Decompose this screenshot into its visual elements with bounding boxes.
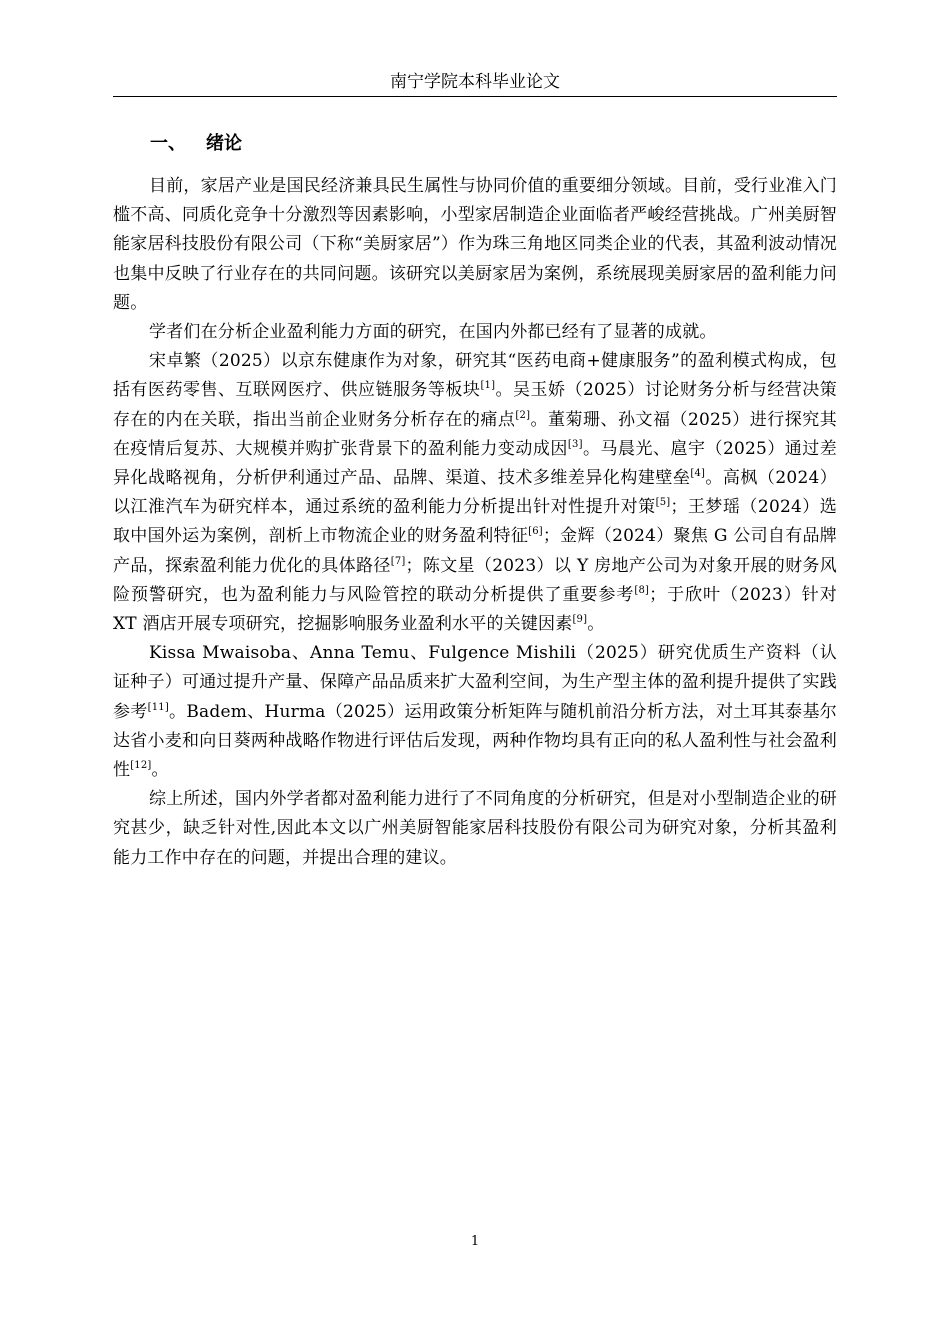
page-number: 1: [470, 1234, 480, 1249]
paragraph-text: 综上所述，国内外学者都对盈利能力进行了不同角度的分析研究，但是对小型制造企业的研究甚少，缺乏针对性,因此本文以广州美厨智能家居科技股份有限公司为研究对象，分析其盈利能力工作中存在的问题，并提出合理的建议。: [113, 789, 837, 868]
paragraph: [113, 172, 837, 318]
citation-ref: [2]: [515, 409, 531, 421]
citation-ref: [1]: [480, 380, 496, 392]
paragraph-text: 学者们在分析企业盈利能力方面的研究，在国内外都已经有了显著的成就。: [149, 322, 717, 343]
body-text: [113, 172, 837, 873]
paragraph-text: 宋卓繁（2025）以京东健康作为对象，研究其“医药电商+健康服务”的盈利模式构成，包括有医药零售、互联网医疗、供应链服务等板块: [113, 351, 837, 401]
citation-ref: [11]: [147, 701, 169, 713]
paragraph: [113, 639, 837, 785]
paragraph-text: 。: [587, 614, 605, 635]
section-heading: [150, 130, 242, 158]
paragraph-text: 。Badem、Hurma（2025）运用政策分析矩阵与随机前沿分析方法，对土耳其泰基尔达省小麦和向日葵两种战略作物进行评估后发现，两种作物均具有正向的私人盈利性与社会盈利性: [113, 701, 837, 781]
paragraph-text: 。马晨光、扈宇（2025）通过差异化战略视角，分析伊利通过产品、品牌、渠道、技术多维差异化构建壁垒: [113, 438, 838, 489]
citation-ref: [9]: [572, 614, 588, 626]
paragraph: [113, 785, 837, 873]
citation-ref: [12]: [130, 760, 152, 772]
section-title: 绪论: [206, 133, 242, 154]
running-header: 南宁学院本科毕业论文: [390, 72, 560, 92]
paragraph-text: 目前，家居产业是国民经济兼具民生属性与协同价值的重要细分领域。目前，受行业准入门槛不高、同质化竞争十分激烈等因素影响，小型家居制造企业面临者严峻经营挑战。广州美厨智能家居科技股份有限公司（下称“美厨家居”）作为珠三角地区同类企业的代表，其盈利波动情况也集中反映了行业存在的共同问题。该研究以美厨家居为案例，系统展现美厨家居的盈利能力问题。: [113, 176, 837, 313]
paragraph: [113, 318, 837, 347]
citation-ref: [3]: [567, 438, 583, 450]
paragraph: [113, 347, 837, 639]
paragraph-text: ；于欣叶（2023）针对 XT 酒店开展专项研究，挖掘影响服务业盈利水平的关键因素: [113, 584, 837, 635]
paragraph-text: Kissa Mwaisoba、Anna Temu、Fulgence Mishili（2025）研究优质生产资料（认证种子）可通过提升产量、保障产品品质来扩大盈利空间，为生产型主体的盈利提升提供了实践参考: [113, 643, 837, 722]
paragraph-text: 。: [151, 760, 169, 781]
paragraph-text: ；金辉（2024）聚焦 G 公司自有品牌产品，探索盈利能力优化的具体路径: [113, 526, 837, 576]
citation-ref: [4]: [690, 468, 706, 480]
citation-ref: [6]: [528, 526, 543, 538]
paragraph-text: 。吴玉娇（2025）讨论财务分析与经营决策存在的内在关联，指出当前企业财务分析存在的痛点: [113, 380, 838, 430]
section-number: 一、: [150, 133, 186, 154]
paragraph-text: 。高枫（2024）以江淮汽车为研究样本，通过系统的盈利能力分析提出针对性提升对策: [113, 468, 837, 518]
citation-ref: [5]: [655, 497, 671, 509]
citation-ref: [7]: [390, 555, 406, 567]
paragraph-text: 。董菊珊、孙文福（2025）进行探究其在疫情后复苏、大规模并购扩张背景下的盈利能力变动成因: [113, 409, 837, 459]
paragraph-text: ；王梦瑶（2024）选取中国外运为案例，剖析上市物流企业的财务盈利特征: [113, 497, 837, 547]
citation-ref: [8]: [634, 584, 650, 596]
paragraph-text: ；陈文星（2023）以 Y 房地产公司为对象开展的财务风险预警研究，也为盈利能力与风险管控的联动分析提供了重要参考: [113, 555, 837, 605]
header-rule: [113, 96, 837, 97]
